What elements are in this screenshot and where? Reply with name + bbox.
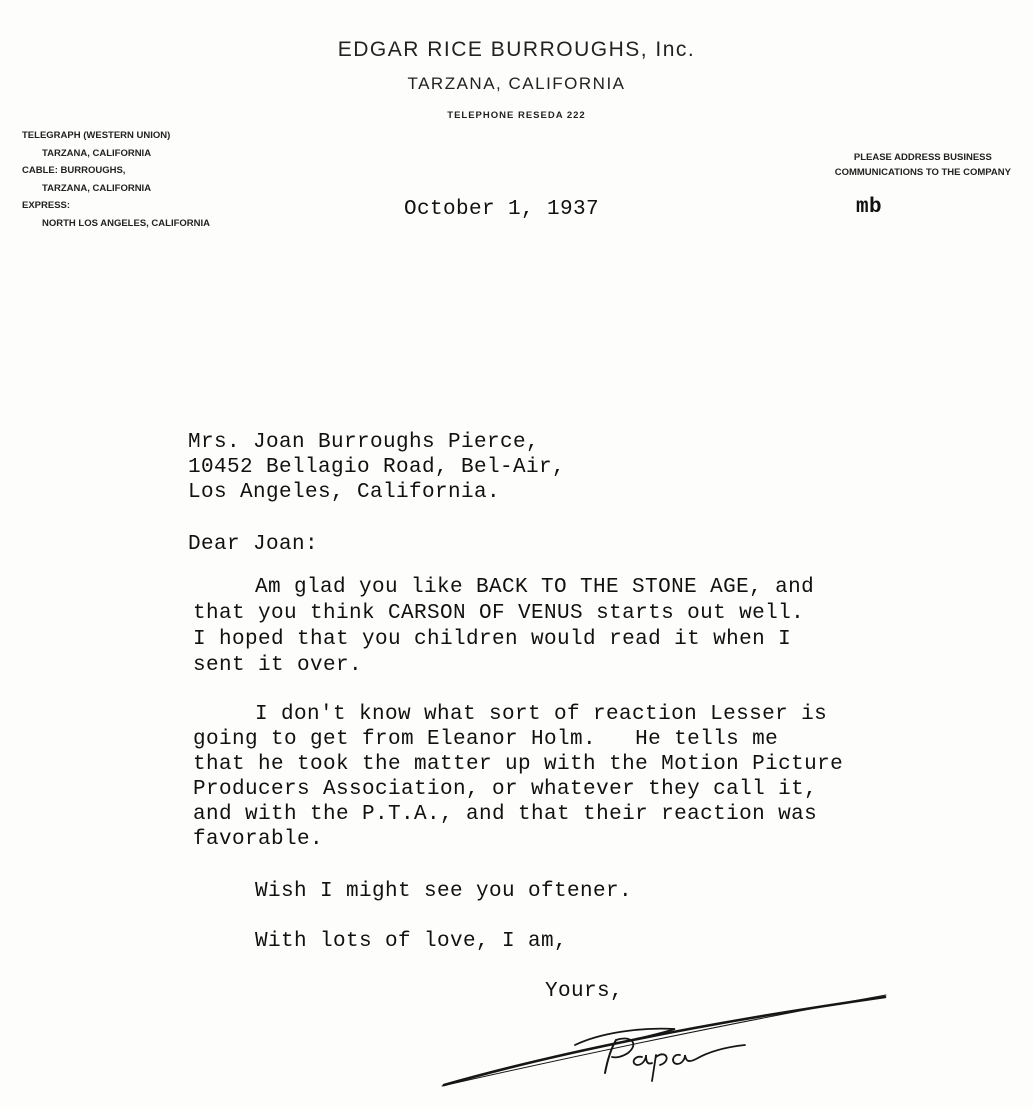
salutation: Dear Joan: — [188, 533, 319, 556]
recipient-line: Mrs. Joan Burroughs Pierce, — [188, 431, 540, 454]
paragraph-line: Producers Association, or whatever they call it, — [193, 778, 818, 801]
address-note-line: COMMUNICATIONS TO THE COMPANY — [834, 167, 1011, 178]
contact-line: TARZANA, CALIFORNIA — [42, 147, 152, 159]
paragraph-line: that you think CARSON OF VENUS starts out well. — [193, 602, 805, 625]
paragraph-line: that he took the matter up with the Motion Picture — [193, 753, 844, 776]
recipient-address — [188, 430, 565, 505]
recipient-line: 10452 Bellagio Road, Bel-Air, — [188, 456, 566, 479]
address-note-line: PLEASE ADDRESS BUSINESS — [853, 152, 992, 163]
paragraph-3: Wish I might see you oftener. — [255, 880, 633, 903]
paragraph-1 — [193, 575, 814, 679]
contact-line: CABLE: BURROUGHS, — [22, 165, 126, 176]
signoff: Yours, — [545, 980, 624, 1003]
paragraph-2 — [193, 702, 843, 852]
paragraph-line: sent it over. — [193, 654, 363, 677]
paragraph-line: Am glad you like BACK TO THE STONE AGE, and — [255, 576, 815, 599]
paragraph-line: and with the P.T.A., and that their reaction was — [193, 803, 818, 826]
letterhead-telephone: TELEPHONE RESEDA 222 — [447, 110, 586, 121]
paragraph-line: I don't know what sort of reaction Lesser is — [255, 703, 828, 726]
paragraph-line: going to get from Eleanor Holm. He tells me — [193, 728, 779, 751]
typist-initials: mb — [856, 196, 883, 219]
paragraph-line: I hoped that you children would read it when I — [193, 628, 792, 651]
letterhead-company: EDGAR RICE BURROUGHS, Inc. — [337, 38, 696, 61]
contact-line: EXPRESS: — [22, 200, 71, 211]
handwritten-signature — [430, 985, 900, 1095]
recipient-line: Los Angeles, California. — [188, 481, 501, 504]
letterhead-city: TARZANA, CALIFORNIA — [407, 74, 626, 93]
closing-line: With lots of love, I am, — [255, 930, 568, 953]
contact-line: TELEGRAPH (WESTERN UNION) — [22, 130, 171, 141]
contact-line: NORTH LOS ANGELES, CALIFORNIA — [42, 217, 211, 229]
contact-line: TARZANA, CALIFORNIA — [42, 182, 152, 194]
paragraph-line: favorable. — [193, 828, 324, 851]
letter-date: October 1, 1937 — [404, 198, 600, 221]
letterhead-address-note — [835, 150, 1011, 180]
letterhead-contact-block — [22, 127, 210, 232]
